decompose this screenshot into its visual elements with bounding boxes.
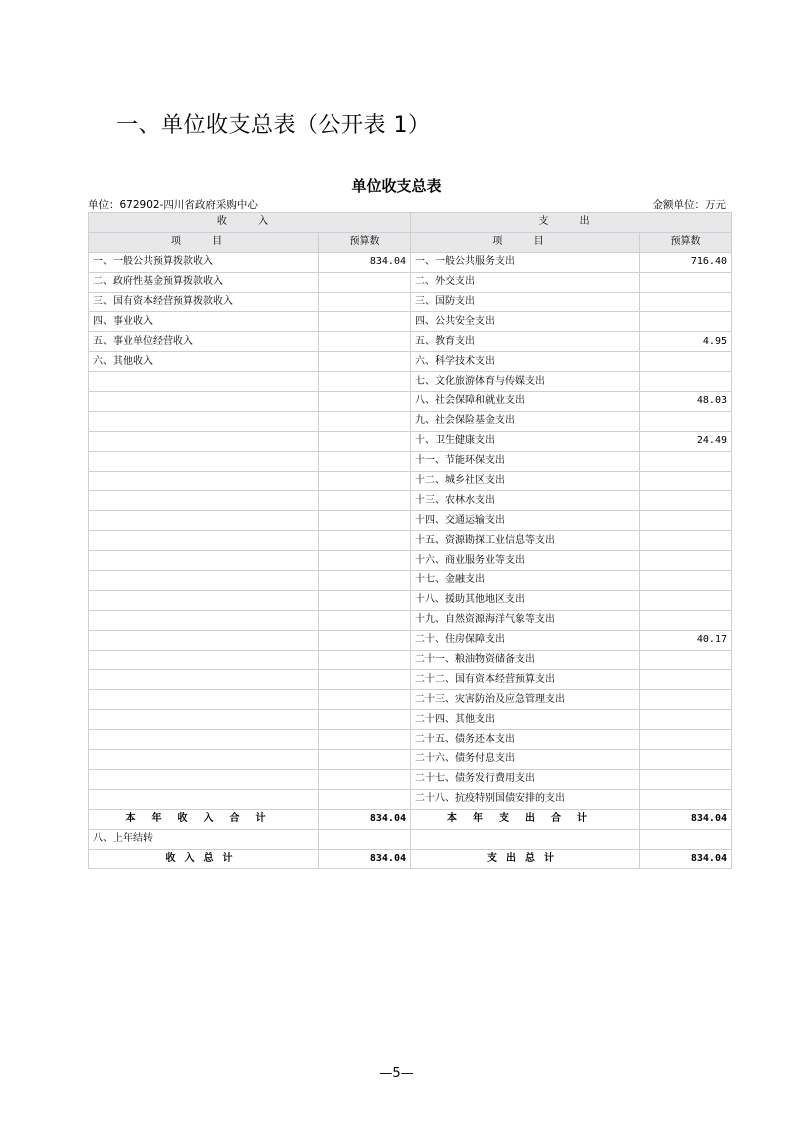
income-item-cell <box>89 372 319 392</box>
table-row <box>89 610 732 630</box>
expense-item-cell: 二十三、灾害防治及应急管理支出 <box>411 690 640 710</box>
expense-item-cell: 十七、金融支出 <box>411 571 640 591</box>
expense-item-cell: 九、社会保险基金支出 <box>411 411 640 431</box>
expense-item-cell: 十、卫生健康支出 <box>411 431 640 451</box>
income-amount-cell <box>319 789 411 809</box>
expense-amount-cell <box>640 789 732 809</box>
expense-amount-cell: 40.17 <box>640 630 732 650</box>
expense-grand-total-value: 834.04 <box>640 849 732 869</box>
page-heading: 一、单位收支总表（公开表 1） <box>116 113 431 138</box>
income-amount-cell <box>319 769 411 789</box>
expense-item-cell: 五、教育支出 <box>411 332 640 352</box>
expense-item-cell: 二十、住房保障支出 <box>411 630 640 650</box>
table-row <box>89 411 732 431</box>
income-amount-cell <box>319 392 411 412</box>
table-row <box>89 750 732 770</box>
income-item-cell <box>89 511 319 531</box>
expense-amount-cell <box>640 292 732 312</box>
income-amount-cell <box>319 312 411 332</box>
expense-item-cell: 十四、交通运输支出 <box>411 511 640 531</box>
income-amount-cell <box>319 690 411 710</box>
income-item-cell <box>89 789 319 809</box>
table-title: 单位收支总表 <box>351 177 442 195</box>
income-amount-cell <box>319 272 411 292</box>
income-amount-cell <box>319 610 411 630</box>
carryover-label: 八、上年结转 <box>89 829 319 849</box>
income-amount-cell <box>319 551 411 571</box>
income-amount-cell <box>319 372 411 392</box>
expense-amount-cell <box>640 650 732 670</box>
expense-amount-cell <box>640 750 732 770</box>
income-section-header: 收 入 <box>89 213 411 233</box>
column-header-row <box>89 232 732 252</box>
table-row <box>89 789 732 809</box>
income-item-cell <box>89 451 319 471</box>
expense-amount-cell <box>640 730 732 750</box>
expense-item-cell: 一、一般公共服务支出 <box>411 252 640 272</box>
income-amount-cell <box>319 710 411 730</box>
expense-item-cell: 十六、商业服务业等支出 <box>411 551 640 571</box>
expense-item-cell: 四、公共安全支出 <box>411 312 640 332</box>
table-row <box>89 690 732 710</box>
expense-item-header: 项 目 <box>411 232 640 252</box>
expense-amount-cell: 24.49 <box>640 431 732 451</box>
expense-amount-cell <box>640 411 732 431</box>
table-row <box>89 332 732 352</box>
income-amount-cell <box>319 750 411 770</box>
expense-amount-cell <box>640 451 732 471</box>
income-item-cell: 一、一般公共预算拨款收入 <box>89 252 319 272</box>
income-amount-cell <box>319 670 411 690</box>
expense-item-cell: 七、文化旅游体育与传媒支出 <box>411 372 640 392</box>
table-row <box>89 431 732 451</box>
income-budget-header: 预算数 <box>319 232 411 252</box>
year-total-row <box>89 809 732 829</box>
table-row <box>89 769 732 789</box>
table-row <box>89 630 732 650</box>
carryover-blank-amount <box>640 829 732 849</box>
income-amount-cell <box>319 571 411 591</box>
income-item-cell <box>89 630 319 650</box>
income-amount-cell <box>319 531 411 551</box>
income-item-cell <box>89 650 319 670</box>
expense-amount-cell <box>640 769 732 789</box>
table-row <box>89 670 732 690</box>
income-item-cell <box>89 491 319 511</box>
income-item-cell <box>89 750 319 770</box>
income-item-cell <box>89 769 319 789</box>
section-header-row <box>89 213 732 233</box>
income-item-header: 项 目 <box>89 232 319 252</box>
income-amount-cell <box>319 332 411 352</box>
income-item-cell: 三、国有资本经营预算拨款收入 <box>89 292 319 312</box>
carryover-value <box>319 829 411 849</box>
expense-amount-cell <box>640 551 732 571</box>
income-amount-cell <box>319 491 411 511</box>
income-item-cell <box>89 531 319 551</box>
grand-total-row <box>89 849 732 869</box>
expense-amount-cell <box>640 272 732 292</box>
expense-amount-cell <box>640 571 732 591</box>
table-row <box>89 730 732 750</box>
table-row <box>89 551 732 571</box>
income-item-cell <box>89 571 319 591</box>
expense-item-cell: 二十二、国有资本经营预算支出 <box>411 670 640 690</box>
expense-item-cell: 八、社会保障和就业支出 <box>411 392 640 412</box>
income-grand-total-label: 收入总计 <box>89 849 319 869</box>
expense-amount-cell <box>640 471 732 491</box>
income-amount-cell: 834.04 <box>319 252 411 272</box>
table-row <box>89 471 732 491</box>
income-item-cell: 五、事业单位经营收入 <box>89 332 319 352</box>
income-amount-cell <box>319 431 411 451</box>
income-item-cell <box>89 431 319 451</box>
year-expense-total-label: 本年支出合计 <box>411 809 640 829</box>
expense-item-cell: 十二、城乡社区支出 <box>411 471 640 491</box>
expense-item-cell: 二十八、抗疫特别国债安排的支出 <box>411 789 640 809</box>
year-income-total-value: 834.04 <box>319 809 411 829</box>
carryover-row <box>89 829 732 849</box>
expense-item-cell: 十八、援助其他地区支出 <box>411 590 640 610</box>
income-item-cell <box>89 730 319 750</box>
expense-item-cell: 二十四、其他支出 <box>411 710 640 730</box>
income-amount-cell <box>319 411 411 431</box>
table-row <box>89 650 732 670</box>
income-item-cell <box>89 590 319 610</box>
income-item-cell <box>89 471 319 491</box>
table-row <box>89 392 732 412</box>
expense-amount-cell <box>640 670 732 690</box>
income-amount-cell <box>319 730 411 750</box>
expense-amount-cell <box>640 531 732 551</box>
expense-budget-header: 预算数 <box>640 232 732 252</box>
income-item-cell <box>89 551 319 571</box>
expense-amount-cell <box>640 312 732 332</box>
income-amount-cell <box>319 292 411 312</box>
expense-item-cell: 十三、农林水支出 <box>411 491 640 511</box>
income-item-cell: 二、政府性基金预算拨款收入 <box>89 272 319 292</box>
table-row <box>89 451 732 471</box>
income-item-cell <box>89 610 319 630</box>
income-item-cell <box>89 670 319 690</box>
expense-amount-cell <box>640 590 732 610</box>
income-item-cell <box>89 392 319 412</box>
table-row <box>89 491 732 511</box>
expense-item-cell: 二十七、债务发行费用支出 <box>411 769 640 789</box>
expense-amount-cell: 48.03 <box>640 392 732 412</box>
income-amount-cell <box>319 511 411 531</box>
table-row <box>89 272 732 292</box>
income-amount-cell <box>319 590 411 610</box>
income-item-cell: 四、事业收入 <box>89 312 319 332</box>
expense-amount-cell <box>640 710 732 730</box>
year-expense-total-value: 834.04 <box>640 809 732 829</box>
table-row <box>89 590 732 610</box>
income-item-cell <box>89 710 319 730</box>
income-amount-cell <box>319 650 411 670</box>
expense-amount-cell <box>640 372 732 392</box>
budget-summary-table <box>88 212 732 869</box>
income-amount-cell <box>319 352 411 372</box>
unit-label: 单位：672902-四川省政府采购中心 <box>88 199 258 211</box>
expense-amount-cell <box>640 352 732 372</box>
income-amount-cell <box>319 471 411 491</box>
page-number: —5— <box>379 1066 414 1081</box>
table-row <box>89 352 732 372</box>
expense-grand-total-label: 支出总计 <box>411 849 640 869</box>
expense-amount-cell: 4.95 <box>640 332 732 352</box>
table-row <box>89 372 732 392</box>
expense-amount-cell <box>640 690 732 710</box>
carryover-blank <box>411 829 640 849</box>
expense-amount-cell <box>640 511 732 531</box>
table-row <box>89 571 732 591</box>
expense-item-cell: 二、外交支出 <box>411 272 640 292</box>
income-item-cell <box>89 411 319 431</box>
income-grand-total-value: 834.04 <box>319 849 411 869</box>
expense-amount-cell <box>640 491 732 511</box>
table-row <box>89 252 732 272</box>
expense-item-cell: 六、科学技术支出 <box>411 352 640 372</box>
expense-amount-cell <box>640 610 732 630</box>
expense-item-cell: 二十六、债务付息支出 <box>411 750 640 770</box>
income-item-cell: 六、其他收入 <box>89 352 319 372</box>
expense-item-cell: 十九、自然资源海洋气象等支出 <box>411 610 640 630</box>
income-amount-cell <box>319 630 411 650</box>
amount-unit-label: 金额单位：万元 <box>652 199 726 211</box>
expense-item-cell: 二十五、债务还本支出 <box>411 730 640 750</box>
income-item-cell <box>89 690 319 710</box>
table-row <box>89 511 732 531</box>
expense-item-cell: 十一、节能环保支出 <box>411 451 640 471</box>
expense-item-cell: 三、国防支出 <box>411 292 640 312</box>
year-income-total-label: 本年收入合计 <box>89 809 319 829</box>
table-row <box>89 710 732 730</box>
expense-item-cell: 二十一、粮油物资储备支出 <box>411 650 640 670</box>
table-row <box>89 531 732 551</box>
income-amount-cell <box>319 451 411 471</box>
expense-item-cell: 十五、资源勘探工业信息等支出 <box>411 531 640 551</box>
expense-section-header: 支 出 <box>411 213 732 233</box>
table-row <box>89 312 732 332</box>
table-row <box>89 292 732 312</box>
expense-amount-cell: 716.40 <box>640 252 732 272</box>
